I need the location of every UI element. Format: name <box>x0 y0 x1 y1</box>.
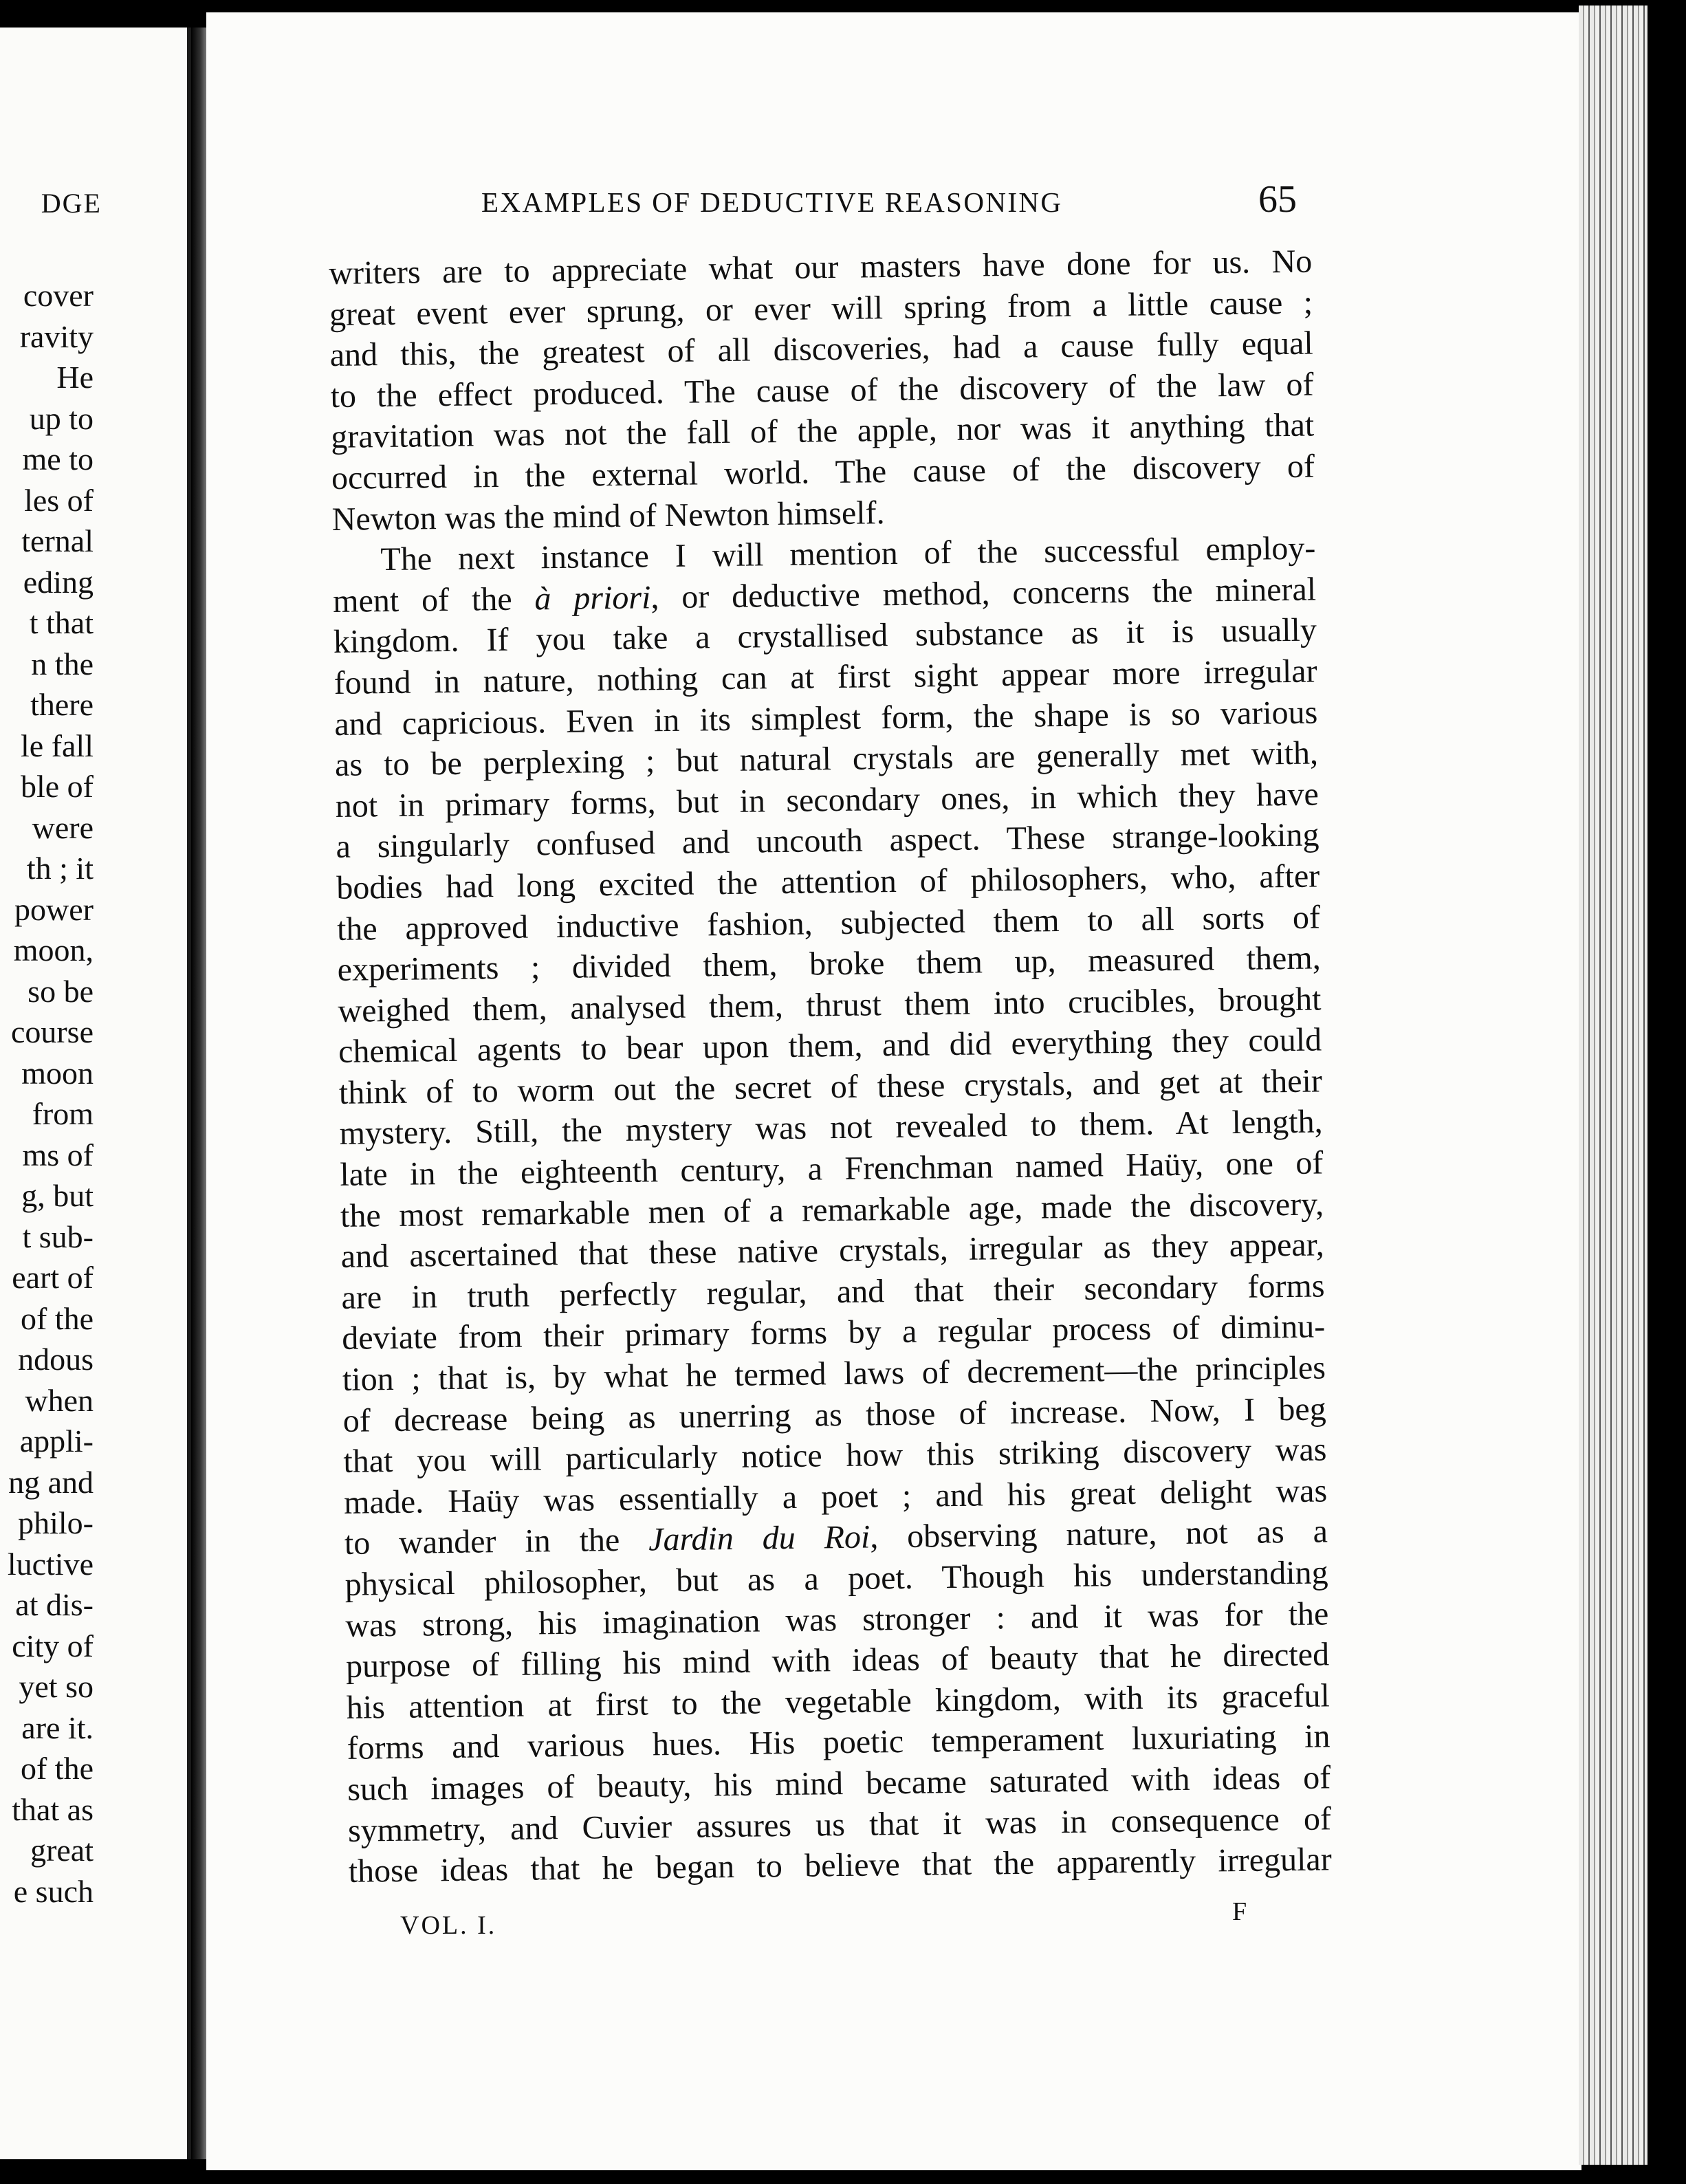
text-line: as to be perplexing ; but natural crystals are generally met with, <box>334 734 1319 784</box>
text-line: mystery. Still, the mystery was not revealed to them. At length, <box>339 1103 1323 1153</box>
text-line: and capricious. Even in its simplest form, the shape is so various <box>334 694 1318 743</box>
previous-page-line: appli- <box>19 1423 94 1459</box>
previous-page-line: so be <box>28 973 94 1009</box>
previous-page-line: at dis- <box>15 1587 94 1622</box>
previous-page-fragment <box>0 28 191 2159</box>
text-line: weighed them, analysed them, thrust them into crucibles, brought <box>338 981 1322 1029</box>
text-line: bodies had long excited the attention of philosophers, who, after <box>336 858 1320 906</box>
text-line: his attention at first to the vegetable kingdom, with its graceful <box>346 1677 1331 1726</box>
previous-page-line: philo- <box>18 1505 94 1540</box>
text-line: not in primary forms, but in secondary ones, in which they have <box>335 776 1320 825</box>
previous-page-line: from <box>32 1096 94 1131</box>
previous-page-line: ms of <box>22 1137 94 1172</box>
text-line: forms and various hues. His poetic temperament luxuriating in <box>347 1718 1331 1767</box>
previous-page-line: me to <box>22 441 94 477</box>
previous-page-running-head: DGE <box>41 188 102 219</box>
running-head: EXAMPLES OF DEDUCTIVE REASONING <box>481 186 1063 218</box>
text-line: ment of the à priori, or deductive method, concerns the mineral <box>332 571 1317 620</box>
body-text <box>329 241 1332 1892</box>
previous-page-line: luctive <box>7 1546 94 1582</box>
italic-term: à priori <box>534 579 651 618</box>
text-line: the most remarkable men of a remarkable age, made the discovery, <box>340 1186 1324 1234</box>
text-line: found in nature, nothing can at first sight appear more irregular <box>333 653 1317 701</box>
previous-page-line: great <box>30 1833 94 1868</box>
previous-page-line: He <box>56 360 94 395</box>
text-line: late in the eighteenth century, a Frenchman named Haüy, one of <box>340 1144 1324 1193</box>
page-number: 65 <box>1258 178 1297 221</box>
page-edges <box>1579 6 1647 2165</box>
text-line: those ideas that he began to believe that the apparently irregular <box>348 1841 1332 1890</box>
previous-page-text <box>0 275 94 1912</box>
text-line: and this, the greatest of all discoveries, had a cause fully equal <box>329 325 1314 374</box>
previous-page-line: eding <box>23 564 94 600</box>
text-line: to wander in the Jardin du Roi, observing nature, not as a <box>344 1513 1328 1562</box>
text-line: that you will particularly notice how this striking discovery was <box>343 1431 1327 1481</box>
text-line: experiments ; divided them, broke them up, measured them, <box>337 939 1321 989</box>
previous-page-line: g, but <box>21 1178 94 1213</box>
text-line: of decrease being as unerring as those of increase. Now, I beg <box>342 1390 1326 1439</box>
text-line: Newton was the mind of Newton himself. <box>331 494 885 538</box>
volume-footer: VOL. I. <box>400 1911 497 1940</box>
previous-page-line: of the <box>20 1300 94 1336</box>
text-line: writers are to appreciate what our masters have done for us. No <box>329 243 1313 292</box>
text-line: to the effect produced. The cause of the discovery of the law of <box>330 366 1314 415</box>
previous-page-line: up to <box>29 400 94 436</box>
text-line: and ascertained that these native crystals, irregular as they appear, <box>340 1226 1325 1276</box>
previous-page-line: ble of <box>20 769 94 804</box>
text-line: are in truth perfectly regular, and that their secondary forms <box>341 1267 1325 1316</box>
previous-page-line: e such <box>13 1873 94 1909</box>
text-line: occurred in the external world. The cause of the discovery of <box>331 448 1315 496</box>
previous-page-line: there <box>30 687 94 722</box>
previous-page-line: that as <box>12 1791 94 1827</box>
text-line: tion ; that is, by what he termed laws of decrement—the principles <box>342 1349 1326 1398</box>
previous-page-line: ternal <box>21 523 94 558</box>
text-line: the approved inductive fashion, subjected them to all sorts of <box>336 898 1321 948</box>
text-line: purpose of filling his mind with ideas of beauty that he directed <box>345 1636 1330 1685</box>
previous-page-line: ravity <box>19 318 94 354</box>
previous-page-line: th ; it <box>26 851 94 886</box>
text-line: chemical agents to bear upon them, and did everything they could <box>338 1021 1322 1071</box>
previous-page-line: les of <box>24 482 94 518</box>
signature-mark: F <box>1232 1897 1247 1926</box>
previous-page-line: le fall <box>21 728 94 763</box>
text-line: such images of beauty, his mind became saturated with ideas of <box>347 1759 1331 1808</box>
previous-page-line: course <box>10 1014 94 1049</box>
book-gutter <box>191 28 206 2159</box>
previous-page-line: city of <box>12 1628 94 1663</box>
previous-page-line: t sub- <box>22 1219 94 1254</box>
previous-page-line: moon, <box>13 932 94 968</box>
text-line: The next instance I will mention of the successful employ- <box>380 529 1316 578</box>
text-line: was strong, his imagination was stronger : and it was for the <box>345 1595 1329 1644</box>
text-line: great event ever sprung, or ever will spring from a little cause ; <box>329 284 1313 333</box>
text-line: physical philosopher, but as a poet. Though his understanding <box>344 1554 1328 1603</box>
text-line: think of to worm out the secret of these crystals, and get at their <box>338 1062 1323 1111</box>
previous-page-line: ng and <box>8 1464 94 1500</box>
italic-term: Jardin du Roi <box>648 1518 871 1558</box>
previous-page-line: n the <box>31 646 94 681</box>
previous-page-line: t that <box>29 605 94 640</box>
previous-page-line: when <box>25 1382 94 1418</box>
text-line: deviate from their primary forms by a regular process of diminu- <box>341 1308 1326 1357</box>
previous-page-line: eart of <box>12 1260 94 1295</box>
current-page <box>206 12 1581 2170</box>
previous-page-line: were <box>32 809 94 845</box>
previous-page-line: power <box>14 891 94 927</box>
text-line: symmetry, and Cuvier assures us that it was in consequence of <box>347 1800 1332 1849</box>
previous-page-line: are it. <box>21 1710 94 1745</box>
previous-page-line: moon <box>21 1055 94 1091</box>
text-line: kingdom. If you take a crystallised substance as it is usually <box>333 611 1317 661</box>
previous-page-line: cover <box>23 278 94 313</box>
previous-page-line: of the <box>20 1751 94 1786</box>
text-line: a singularly confused and uncouth aspect. These strange-looking <box>336 816 1320 866</box>
text-line: made. Haüy was essentially a poet ; and his great delight was <box>343 1472 1328 1521</box>
text-line: gravitation was not the fall of the apple, nor was it anything that <box>330 406 1315 456</box>
previous-page-line: ndous <box>18 1342 94 1377</box>
previous-page-line: yet so <box>19 1669 94 1704</box>
